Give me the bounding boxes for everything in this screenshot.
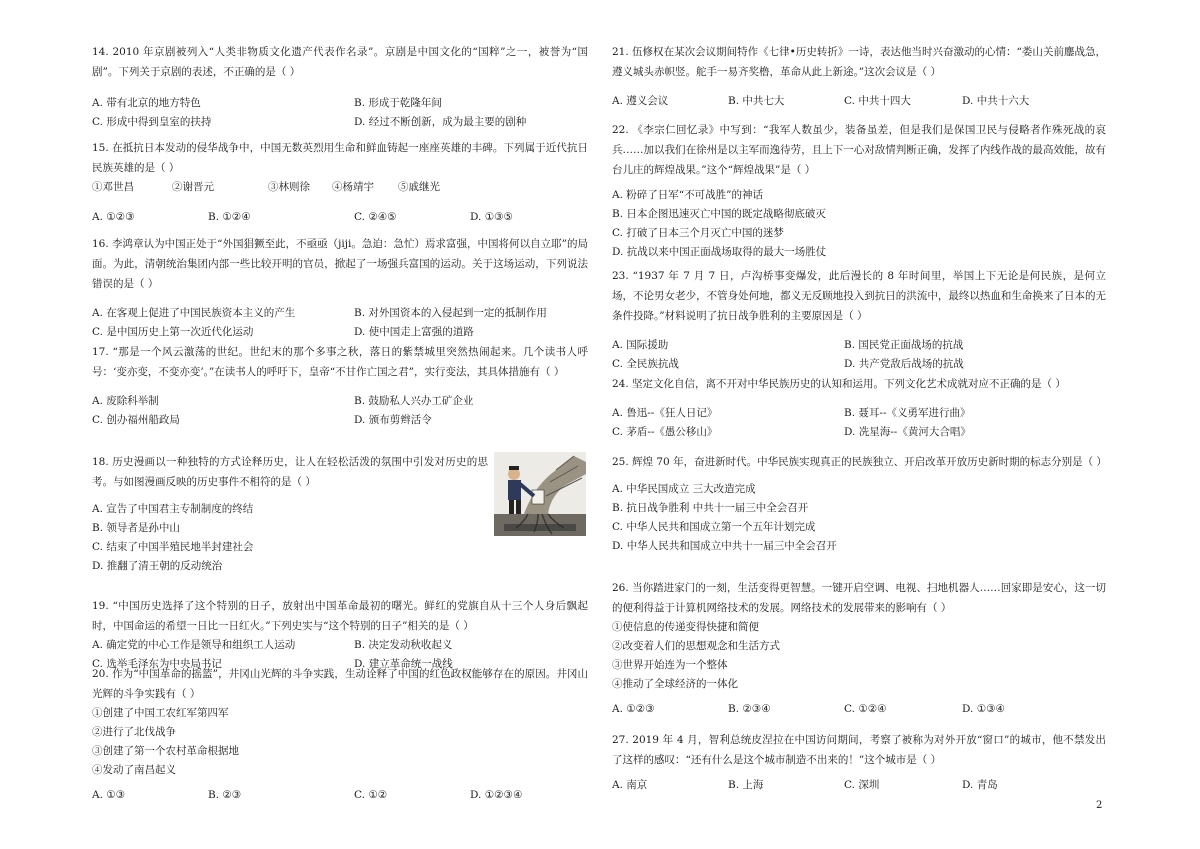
option-b[interactable]: B. 对外国资本的入侵起到一定的抵制作用 <box>354 307 547 319</box>
question-19-stem: 19. “中国历史选择了这个特别的日子，放射出中国革命最初的曙光。鲜红的党旗自从十三个人身后飘起时，中国命运的希望一日比一日红火。”下列史实与“这个特别的日子”相关的是（ ） <box>92 600 588 632</box>
question-24-stem: 24. 坚定文化自信，离不开对中华民族历史的认知和运用。下列文化艺术成就对应不正确的是（ ） <box>612 378 1066 390</box>
item-5: ⑤戚继光 <box>398 181 440 193</box>
question-17-options <box>92 392 588 432</box>
page-number: 2 <box>1096 800 1103 811</box>
option-a[interactable]: A. 宣告了中国君主专制制度的终结 <box>92 503 254 515</box>
option-b[interactable]: B. ②③④ <box>728 703 771 715</box>
option-c[interactable]: C. 形成中得到皇室的扶持 <box>92 116 212 128</box>
question-14 <box>92 42 588 128</box>
item-1: ①创建了中国工农红军第四军 <box>92 707 229 719</box>
question-16 <box>92 234 588 338</box>
option-b[interactable]: B. 上海 <box>728 779 764 791</box>
item-3: ③世界开始连为一个整体 <box>612 659 728 671</box>
option-b[interactable]: B. 鼓励私人兴办工矿企业 <box>354 395 474 407</box>
history-cartoon-image <box>494 452 586 536</box>
question-23-options <box>612 336 1106 376</box>
question-22-options <box>612 186 1106 266</box>
question-15-items <box>92 178 588 198</box>
option-b[interactable]: B. 抗日战争胜利 中共十一届三中全会召开 <box>612 502 809 514</box>
question-17-stem: 17. “那是一个风云激荡的世纪。世纪末的那个多事之秋，落日的紫禁城里突然热闹起来。几个读书人呼号：‘变亦变，不变亦变’。”在读书人的呼吁下，皇帝“不甘作亡国之君”，实行变法，其具体措施有（ ） <box>92 346 588 378</box>
question-24-options <box>612 404 1106 444</box>
question-23-stem: 23. “1937 年 7 月 7 日，卢沟桥事变爆发，此后漫长的 8 年时间里，举国上下无论是何民族，是何立场，不论男女老少，不管身处何地，都义无反顾地投入到抗日的洪流中，最终以热血和生命换来了日本的无条件投降。”材料说明了抗日战争胜利的主要原因是（ ） <box>612 270 1106 322</box>
option-b[interactable]: B. 形成于乾隆年间 <box>354 97 442 109</box>
question-14-options <box>92 94 588 134</box>
question-23 <box>612 266 1106 370</box>
option-a[interactable]: A. 国际援助 <box>612 339 669 351</box>
option-c[interactable]: C. 创办福州船政局 <box>92 414 180 426</box>
item-4: ④发动了南昌起义 <box>92 764 176 776</box>
option-d[interactable]: D. 冼星海--《黄河大合唱》 <box>844 426 971 438</box>
question-26-stem: 26. 当你踏进家门的一刻，生活变得更智慧。一键开启空调、电视、扫地机器人……回家即是安心，这一切的便利得益于计算机网络技术的发展。网络技术的发展带来的影响有（ ） <box>612 582 1106 614</box>
item-4: ④杨靖宇 <box>332 181 374 193</box>
option-d[interactable]: D. 抗战以来中国正面战场取得的最大一场胜仗 <box>612 246 827 258</box>
question-20 <box>92 664 588 800</box>
question-20-stem: 20. 作为“中国革命的摇篮”，井冈山光辉的斗争实践，生动诠释了中国的红色政权能够存在的原因。井冈山光辉的斗争实践有（ ） <box>92 668 588 700</box>
option-d[interactable]: D. 颁布剪辫活令 <box>354 414 432 426</box>
question-27-options <box>612 776 1106 796</box>
option-c[interactable]: C. ①②④ <box>844 703 887 715</box>
question-22 <box>612 120 1106 260</box>
option-c[interactable]: C. 是中国历史上第一次近代化运动 <box>92 326 254 338</box>
option-c[interactable]: C. ①② <box>354 789 388 801</box>
option-d[interactable]: D. 建立革命统一战线 <box>354 658 453 670</box>
option-d[interactable]: D. ①③⑤ <box>470 211 513 223</box>
option-c[interactable]: C. ②④⑤ <box>354 211 397 223</box>
option-b[interactable]: B. ②③ <box>208 789 242 801</box>
option-c[interactable]: C. 深圳 <box>844 779 880 791</box>
question-16-stem: 16. 李鸿章认为中国正处于“外国猖獗至此，不亟亟（jiji。急迫：急忙）焉求富强，中国将何以自立耶”的局面。为此，清朝统治集团内部一些比较开明的官员，掀起了一场强兵富国的运动。关于这场运动，下列说法错误的是（ ） <box>92 238 588 290</box>
item-4: ④推动了全球经济的一体化 <box>612 678 738 690</box>
option-b[interactable]: B. 领导者是孙中山 <box>92 522 180 534</box>
option-c[interactable]: C. 全民族抗战 <box>612 358 679 370</box>
item-2: ②改变着人们的思想观念和生活方式 <box>612 640 780 652</box>
question-27-stem: 27. 2019 年 4 月，智利总统皮涅拉在中国访问期间，考察了被称为对外开放“窗口”的城市，他不禁发出了这样的感叹：“还有什么是这个城市制造不出来的！”这个城市是（ ） <box>612 734 1106 766</box>
question-25 <box>612 452 1106 552</box>
question-15-options <box>92 208 588 228</box>
option-b[interactable]: B. 日本企图迅速灭亡中国的既定战略彻底破灭 <box>612 208 826 220</box>
option-a[interactable]: A. 南京 <box>612 779 648 791</box>
option-d[interactable]: D. 使中国走上富强的道路 <box>354 326 474 338</box>
option-a[interactable]: A. 带有北京的地方特色 <box>92 97 201 109</box>
question-18 <box>92 452 588 572</box>
option-a[interactable]: A. ①②③ <box>92 211 135 223</box>
option-d[interactable]: D. 推翻了清王朝的反动统治 <box>92 560 223 572</box>
question-17 <box>92 342 588 426</box>
option-b[interactable]: B. ①②④ <box>208 211 251 223</box>
question-24 <box>612 374 1106 438</box>
option-d[interactable]: D. ①②③④ <box>470 789 523 801</box>
question-21-stem: 21. 伍修权在某次会议期间特作《七律•历史转折》一诗，表达他当时兴奋激动的心情：“娄山关前鏖战急，遵义城头赤帜竖。舵手一易齐奖橹，革命从此上新途。”这次会议是（ ） <box>612 46 1106 78</box>
option-a[interactable]: A. 废除科举制 <box>92 395 159 407</box>
question-22-stem: 22. 《李宗仁回忆录》中写到：“我军人数虽少，装备虽差，但是我们是保国卫民与侵略者作殊死战的哀兵……加以我们在徐州是以主军而逸待劳，且上下一心对敌情判断正确，发挥了内线作战的最高效能，故有台儿庄的辉煌战果。”这个“辉煌战果”是（ ） <box>612 124 1106 176</box>
item-2: ②进行了北伐战争 <box>92 726 176 738</box>
item-3: ③创建了第一个农村革命根据地 <box>92 745 239 757</box>
question-15-stem: 15. 在抵抗日本发动的侵华战争中，中国无数英烈用生命和鲜血铸起一座座英雄的丰碑。下列属于近代抗日民族英雄的是（ ） <box>92 142 588 174</box>
option-a[interactable]: A. ①②③ <box>612 703 655 715</box>
option-a[interactable]: A. 遵义会议 <box>612 95 669 107</box>
option-c[interactable]: C. 茅盾--《愚公移山》 <box>612 426 718 438</box>
question-26 <box>612 578 1106 714</box>
question-25-stem: 25. 辉煌 70 年，奋进新时代。中华民族实现真正的民族独立、开启改革开放历史新时期的标志分别是（ ） <box>612 456 1107 468</box>
item-3: ③林则徐 <box>268 181 310 193</box>
option-a[interactable]: A. 中华民国成立 三大改造完成 <box>612 483 756 495</box>
question-25-options <box>612 480 1106 560</box>
option-a[interactable]: A. 粉碎了日军“不可战胜”的神话 <box>612 189 763 201</box>
question-21 <box>612 42 1106 107</box>
question-21-options <box>612 92 1106 112</box>
option-d[interactable]: D. 中华人民共和国成立中共十一届三中全会召开 <box>612 540 837 552</box>
question-26-options <box>612 700 1106 720</box>
option-c[interactable]: C. 打破了日本三个月灭亡中国的迷梦 <box>612 227 784 239</box>
option-a[interactable]: A. ①③ <box>92 789 126 801</box>
option-a[interactable]: A. 鲁迅--《狂人日记》 <box>612 407 718 419</box>
option-b[interactable]: B. 国民党正面战场的抗战 <box>844 339 964 351</box>
item-1: ①邓世昌 <box>92 181 134 193</box>
option-d[interactable]: D. 青岛 <box>962 779 998 791</box>
option-d[interactable]: D. 经过不断创新，成为最主要的剧种 <box>354 116 527 128</box>
option-c[interactable]: C. 中共十四大 <box>844 95 911 107</box>
question-16-options <box>92 304 588 344</box>
question-18-stem: 18. 历史漫画以一种独特的方式诠释历史，让人在轻松活泼的氛围中引发对历史的思考。与如图漫画反映的历史事件不相符的是（ ） <box>92 456 488 488</box>
option-d[interactable]: D. 共产党敌后战场的抗战 <box>844 358 964 370</box>
item-2: ②谢晋元 <box>172 181 214 193</box>
question-14-stem: 14. 2010 年京剧被列入“人类非物质文化遗产代表作名录”。京剧是中国文化的“国粹”之一，被誉为“国剧”。下列关于京剧的表述，不正确的是（ ） <box>92 46 588 78</box>
option-d[interactable]: D. ①③④ <box>962 703 1005 715</box>
option-c[interactable]: C. 选举毛泽东为中央局书记 <box>92 658 222 670</box>
option-c[interactable]: C. 中华人民共和国成立第一个五年计划完成 <box>612 521 816 533</box>
option-b[interactable]: B. 中共七大 <box>728 95 785 107</box>
question-27 <box>612 730 1106 790</box>
question-15 <box>92 138 588 223</box>
option-c[interactable]: C. 结束了中国半殖民地半封建社会 <box>92 541 254 553</box>
option-d[interactable]: D. 中共十六大 <box>962 95 1030 107</box>
item-1: ①使信息的传递变得快捷和简便 <box>612 621 759 633</box>
option-a[interactable]: A. 在客观上促进了中国民族资本主义的产生 <box>92 307 296 319</box>
option-b[interactable]: B. 聂耳--《义勇军进行曲》 <box>844 407 971 419</box>
question-20-options <box>92 786 588 806</box>
option-a[interactable]: A. 确定党的中心工作是领导和组织工人运动 <box>92 639 296 651</box>
option-b[interactable]: B. 决定发动秋收起义 <box>354 639 453 651</box>
